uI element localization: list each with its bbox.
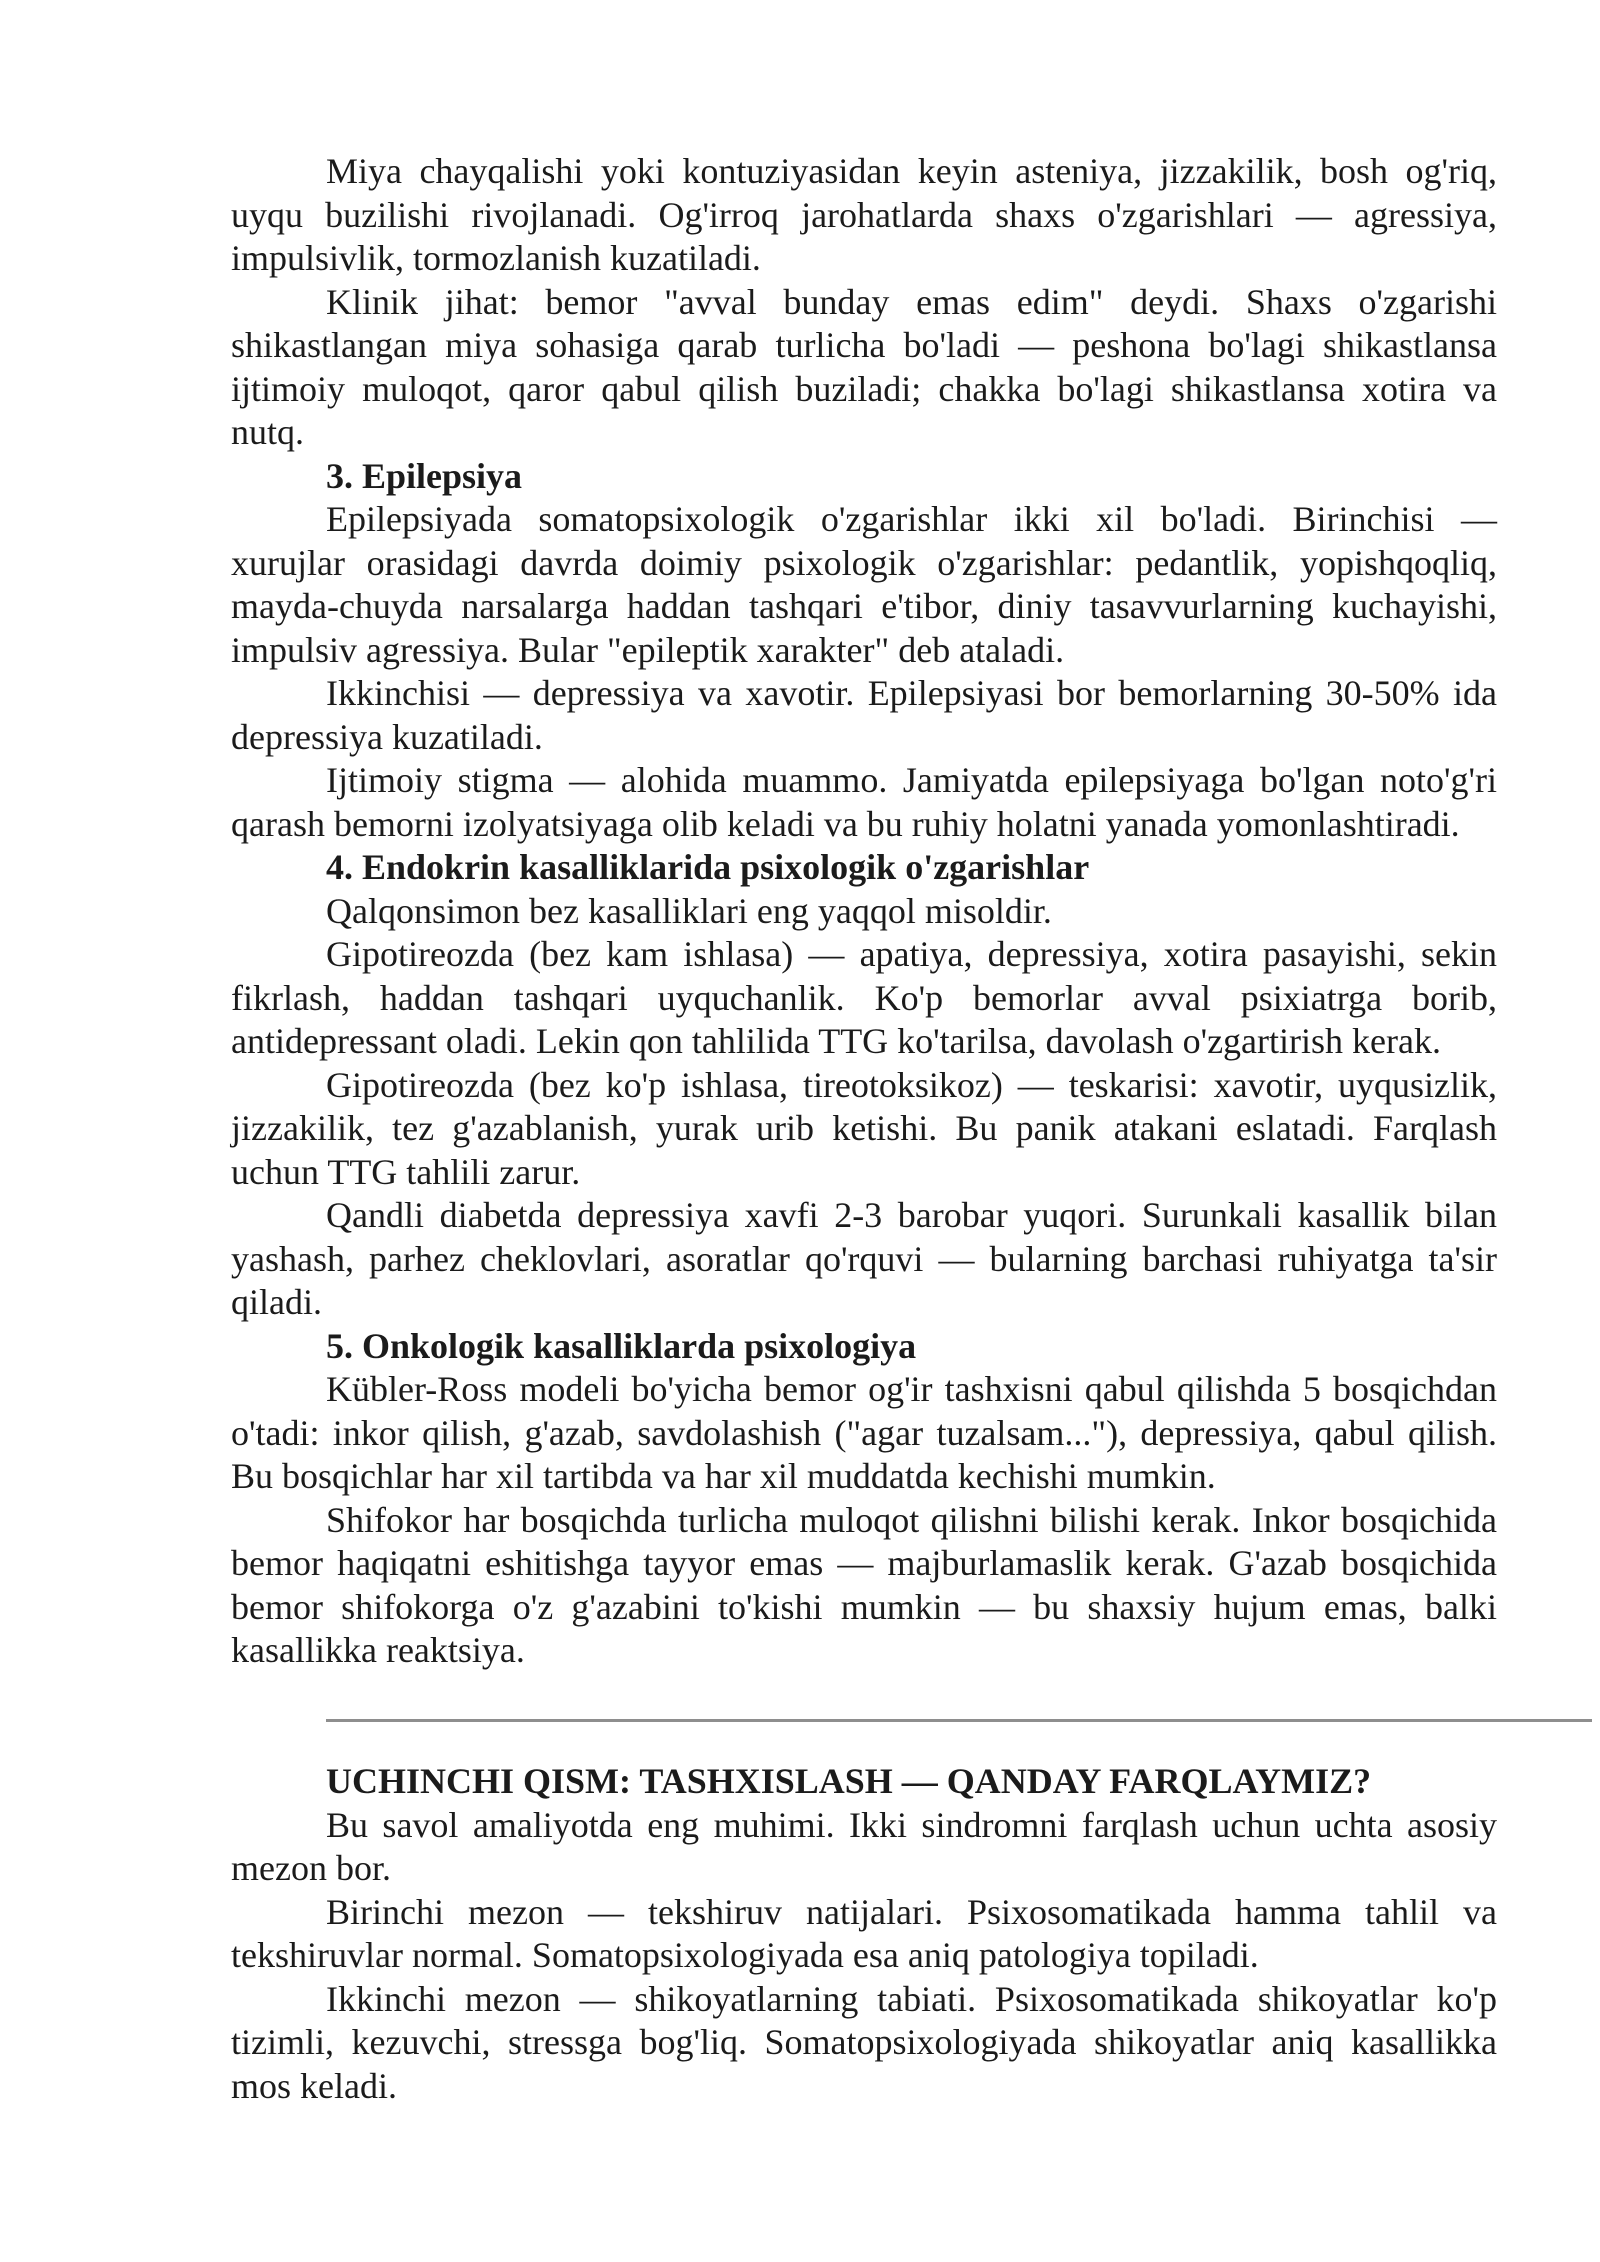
paragraph-brain-injury: Miya chayqalishi yoki kontuziyasidan keyin asteniya, jizzakilik, bosh og'riq, uyqu buzilishi rivojlanadi. Og'irroq jarohatlarda shaxs o'zgarishlari — agressiya, impulsivlik, tormozlanish kuzatiladi. bbox=[231, 151, 1497, 278]
paragraph-endocrine-1: Qalqonsimon bez kasalliklari eng yaqqol misoldir. bbox=[326, 890, 1052, 931]
paragraph-part-three-2: Birinchi mezon — tekshiruv natijalari. Psixosomatikada hamma tahlil va tekshiruvlar normal. Somatopsixologiyada esa aniq patologiya topiladi. bbox=[231, 1891, 1497, 1975]
heading-epilepsy: 3. Epilepsiya bbox=[326, 455, 523, 496]
paragraph-endocrine-4: Qandli diabetda depressiya xavfi 2-3 barobar yuqori. Surunkali kasallik bilan yashash, parhez cheklovlari, asoratlar qo'rquvi — bularning barchasi ruhiyatga ta'sir qiladi. bbox=[231, 1195, 1497, 1322]
heading-part-three: UCHINCHI QISM: TASHXISLASH — QANDAY FARQLAYMIZ? bbox=[326, 1761, 1372, 1801]
paragraph-oncology-2: Shifokor har bosqichda turlicha muloqot qilishni bilishi kerak. Inkor bosqichida bemor haqiqatni eshitishga tayyor emas — majburlamaslik kerak. G'azab bosqichida bemor shifokorga o'z g'azabini to'kishi mumkin — bu shaxsiy hujum emas, balki kasallikka reaktsiya. bbox=[231, 1499, 1497, 1670]
paragraph-epilepsy-2: Ikkinchisi — depressiya va xavotir. Epilepsiyasi bor bemorlarning 30-50% ida depressiya kuzatiladi. bbox=[231, 673, 1497, 757]
section-divider bbox=[326, 1719, 1592, 1722]
paragraph-clinical-aspect: Klinik jihat: bemor "avval bunday emas edim" deydi. Shaxs o'zgarishi shikastlangan miya sohasiga qarab turlicha bo'ladi — peshona bo'lagi shikastlansa ijtimoiy muloqot, qaror qabul qilish buziladi; chakka bo'lagi shikastlansa xotira va nutq. bbox=[231, 281, 1497, 452]
page-body bbox=[231, 150, 1497, 1673]
paragraph-part-three-3: Ikkinchi mezon — shikoyatlarning tabiati. Psixosomatikada shikoyatlar ko'p tizimli, kezuvchi, stressga bog'liq. Somatopsixologiyada shikoyatlar aniq kasallikka mos keladi. bbox=[231, 1978, 1497, 2106]
part-three-body bbox=[231, 1760, 1497, 2108]
heading-endocrine: 4. Endokrin kasalliklarida psixologik o'zgarishlar bbox=[326, 847, 1090, 887]
heading-oncology: 5. Onkologik kasalliklarda psixologiya bbox=[326, 1325, 917, 1366]
paragraph-endocrine-2: Gipotireozda (bez kam ishlasa) — apatiya, depressiya, xotira pasayishi, sekin fikrlash, haddan tashqari uyquchanlik. Ko'p bemorlar avval psixiatrga borib, antidepressant oladi. Lekin qon tahlilida TTG ko'tarilsa, davolash o'zgartirish kerak. bbox=[231, 934, 1497, 1061]
paragraph-epilepsy-3: Ijtimoiy stigma — alohida muammo. Jamiyatda epilepsiyaga bo'lgan noto'g'ri qarash bemorni izolyatsiyaga olib keladi va bu ruhiy holatni yanada yomonlashtiradi. bbox=[231, 760, 1497, 844]
paragraph-epilepsy-1: Epilepsiyada somatopsixologik o'zgarishlar ikki xil bo'ladi. Birinchisi — xurujlar orasidagi davrda doimiy psixologik o'zgarishlar: pedantlik, yopishqoqliq, mayda-chuyda narsalarga haddan tashqari e'tibor, diniy tasavvurlarning kuchayishi, impulsiv agressiya. Bular "epileptik xarakter" deb ataladi. bbox=[231, 499, 1497, 670]
paragraph-oncology-1: Kübler-Ross modeli bo'yicha bemor og'ir tashxisni qabul qilishda 5 bosqichdan o'tadi: inkor qilish, g'azab, savdolashish ("agar tuzalsam..."), depressiya, qabul qilish. Bu bosqichlar har xil tartibda va har xil muddatda kechishi mumkin. bbox=[231, 1369, 1497, 1496]
paragraph-endocrine-3: Gipotireozda (bez ko'p ishlasa, tireotoksikoz) — teskarisi: xavotir, uyqusizlik, jizzakilik, tez g'azablanish, yurak urib ketishi. Bu panik atakani eslatadi. Farqlash uchun TTG tahlili zarur. bbox=[231, 1064, 1497, 1192]
paragraph-part-three-1: Bu savol amaliyotda eng muhimi. Ikki sindromni farqlash uchun uchta asosiy mezon bor. bbox=[231, 1804, 1497, 1888]
